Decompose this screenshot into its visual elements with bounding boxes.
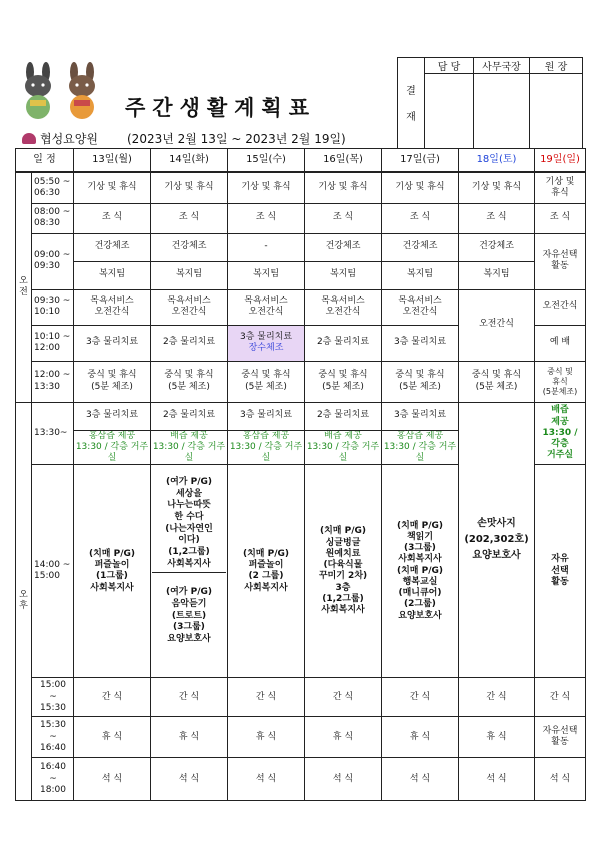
approval-role: 사무국장 xyxy=(474,58,530,74)
document-header xyxy=(0,0,600,150)
program-cell: (치매 P/G) 퍼즐놀이 (1그룹) 사회복지사 xyxy=(74,465,151,678)
activity-cell: 간 식 xyxy=(151,678,228,717)
activity-cell: 기상 및 휴식 xyxy=(535,172,586,203)
approval-sign-box[interactable] xyxy=(474,74,530,152)
activity-cell: 석 식 xyxy=(382,758,459,801)
organization xyxy=(22,130,98,147)
activity-cell: 조 식 xyxy=(382,203,459,233)
approval-sign-box[interactable] xyxy=(530,74,583,152)
activity-cell: 기상 및 휴식 xyxy=(151,172,228,203)
juice-note: 홍삼즙 제공 13:30 / 각층 거주실 xyxy=(74,430,151,465)
activity-cell: 조 식 xyxy=(74,203,151,233)
time-slot: 15:30 ~ 16:40 xyxy=(32,717,74,758)
activity-cell-sunday: 배즙 제공 13:30 / 각층 거주실 xyxy=(535,402,586,465)
activity-cell-sunday: 예 배 xyxy=(535,325,586,361)
activity-cell: 간 식 xyxy=(535,678,586,717)
activity-cell: 간 식 xyxy=(305,678,382,717)
activity-cell: 석 식 xyxy=(74,758,151,801)
activity-cell: 휴 식 xyxy=(228,717,305,758)
activity-cell: 3층 물리치료 xyxy=(382,402,459,430)
activity-cell: 목욕서비스 오전간식 xyxy=(228,289,305,325)
header-schedule: 일 정 xyxy=(16,149,74,173)
header-day: 16일(목) xyxy=(305,149,382,173)
time-slot: 16:40 ~ 18:00 xyxy=(32,758,74,801)
activity-cell-saturday: 오전간식 xyxy=(459,289,535,361)
weekly-schedule-table xyxy=(15,148,586,801)
activity-cell: 목욕서비스 오전간식 xyxy=(151,289,228,325)
time-slot: 09:30 ~ 10:10 xyxy=(32,289,74,325)
time-slot: 08:00 ~ 08:30 xyxy=(32,203,74,233)
bunny-mascot-icon xyxy=(18,62,58,120)
activity-cell: 기상 및 휴식 xyxy=(382,172,459,203)
activity-cell: 휴 식 xyxy=(382,717,459,758)
activity-cell: 3층 물리치료 xyxy=(228,402,305,430)
activity-cell: 조 식 xyxy=(228,203,305,233)
activity-cell: 중식 및 휴식 (5분 체조) xyxy=(305,361,382,402)
activity-cell: 간 식 xyxy=(228,678,305,717)
time-slot: 13:30~ xyxy=(32,402,74,465)
activity-cell: 석 식 xyxy=(459,758,535,801)
activity-cell: 중식 및 휴식 (5분 체조) xyxy=(382,361,459,402)
time-slot: 14:00 ~ 15:00 xyxy=(32,465,74,678)
activity-cell: 복지팀 xyxy=(459,261,535,289)
header-day-sunday: 19일(일) xyxy=(535,149,586,173)
activity-cell: 2층 물리치료 xyxy=(151,325,228,361)
activity-cell: 휴 식 xyxy=(151,717,228,758)
activity-cell: 복지팀 xyxy=(228,261,305,289)
activity-cell: 휴 식 xyxy=(74,717,151,758)
activity-cell-saturday: 손맛사지 (202,302호) 요양보호사 xyxy=(459,402,535,678)
activity-cell: 석 식 xyxy=(305,758,382,801)
time-slot: 10:10 ~ 12:00 xyxy=(32,325,74,361)
time-slot: 09:00 ~ 09:30 xyxy=(32,233,74,289)
approval-label: 결 재 xyxy=(398,58,425,152)
activity-cell: 조 식 xyxy=(459,203,535,233)
activity-cell: 건강체조 xyxy=(74,233,151,261)
page-title: 주간생활계획표 xyxy=(125,96,317,120)
header-day: 13일(월) xyxy=(74,149,151,173)
program-cell-sunday: 자유 선택 활동 xyxy=(535,465,586,678)
program-cell: (여가 P/G) 세상을 나누는따뜻 한 수다 (나는자연인 이다) (1,2그룹) 사회복지사 (여가 P/G) 음악듣기 (트로트) (3그룹) 요양보호사 xyxy=(151,465,228,678)
approval-role: 원 장 xyxy=(530,58,583,74)
time-slot: 12:00 ~ 13:30 xyxy=(32,361,74,402)
juice-note: 홍삼즙 제공 13:30 / 각층 거주실 xyxy=(382,430,459,465)
activity-cell: 목욕서비스 오전간식 xyxy=(305,289,382,325)
activity-cell: 3층 물리치료 xyxy=(74,402,151,430)
activity-cell: 건강체조 xyxy=(305,233,382,261)
activity-cell: 건강체조 xyxy=(382,233,459,261)
activity-cell: 기상 및 휴식 xyxy=(74,172,151,203)
time-slot: 05:50 ~ 06:30 xyxy=(32,172,74,203)
program-cell: (치매 P/G) 퍼즐놀이 (2 그룹) 사회복지사 xyxy=(228,465,305,678)
bunny-mascot-icon xyxy=(62,62,102,120)
header-day: 15일(수) xyxy=(228,149,305,173)
activity-cell: 2층 물리치료 xyxy=(151,402,228,430)
program-cell: (치매 P/G) 싱글벙글 원예치료 (다육식물 꾸미기 2차) 3층 (1,2그룹) 사회복지사 xyxy=(305,465,382,678)
activity-cell: 복지팀 xyxy=(151,261,228,289)
activity-cell-highlighted: 3층 물리치료 장수체조 xyxy=(228,325,305,361)
juice-note: 배즙 제공 13:30 / 각층 거주실 xyxy=(305,430,382,465)
activity-cell: 목욕서비스 오전간식 xyxy=(74,289,151,325)
activity-cell: 기상 및 휴식 xyxy=(228,172,305,203)
juice-note: 배즙 제공 13:30 / 각층 거주실 xyxy=(151,430,228,465)
activity-cell: 중식 및 휴식 (5분 체조) xyxy=(74,361,151,402)
activity-cell: 기상 및 휴식 xyxy=(305,172,382,203)
activity-cell: 2층 물리치료 xyxy=(305,402,382,430)
activity-cell: 휴 식 xyxy=(459,717,535,758)
activity-cell: 조 식 xyxy=(305,203,382,233)
activity-cell: 간 식 xyxy=(382,678,459,717)
activity-cell: - xyxy=(228,233,305,261)
activity-cell: 건강체조 xyxy=(151,233,228,261)
header-day-saturday: 18일(토) xyxy=(459,149,535,173)
activity-cell: 복지팀 xyxy=(74,261,151,289)
activity-cell: 석 식 xyxy=(151,758,228,801)
activity-cell: 복지팀 xyxy=(305,261,382,289)
period-morning: 오 전 xyxy=(16,172,32,402)
organization-name: 협성요양원 xyxy=(40,132,98,146)
activity-cell: 휴 식 xyxy=(305,717,382,758)
activity-cell: 3층 물리치료 xyxy=(382,325,459,361)
header-day: 17일(금) xyxy=(382,149,459,173)
activity-cell: 석 식 xyxy=(228,758,305,801)
activity-cell: 간 식 xyxy=(74,678,151,717)
activity-cell: 중식 및 휴식 (5분 체조) xyxy=(151,361,228,402)
activity-cell-sunday: 자유선택 활동 xyxy=(535,233,586,289)
activity-cell-sunday: 오전간식 xyxy=(535,289,586,325)
approval-sign-box[interactable] xyxy=(425,74,474,152)
activity-cell: 조 식 xyxy=(535,203,586,233)
program-cell: (치매 P/G) 책읽기 (3그룹) 사회복지사 (치매 P/G) 행복교실 (매니큐어) (2그룹) 요양보호사 xyxy=(382,465,459,678)
header-day: 14일(화) xyxy=(151,149,228,173)
activity-cell: 중식 및 휴식 (5분 체조) xyxy=(459,361,535,402)
organization-logo-icon xyxy=(22,133,36,144)
activity-cell: 간 식 xyxy=(459,678,535,717)
approval-role: 담 당 xyxy=(425,58,474,74)
activity-cell-sunday: 자유선택 활동 xyxy=(535,717,586,758)
time-slot: 15:00 ~ 15:30 xyxy=(32,678,74,717)
activity-cell: 2층 물리치료 xyxy=(305,325,382,361)
activity-cell: 중식 및 휴식 (5분 체조) xyxy=(228,361,305,402)
activity-cell: 조 식 xyxy=(151,203,228,233)
juice-note: 홍삼즙 제공 13:30 / 각층 거주실 xyxy=(228,430,305,465)
approval-box xyxy=(397,57,583,152)
activity-cell: 3층 물리치료 xyxy=(74,325,151,361)
header-row xyxy=(16,149,586,173)
activity-cell: 석 식 xyxy=(535,758,586,801)
activity-cell-sunday: 중식 및 휴식 (5분체조) xyxy=(535,361,586,402)
schedule-period: (2023년 2월 13일 ~ 2023년 2월 19일) xyxy=(127,132,346,146)
activity-cell: 건강체조 xyxy=(459,233,535,261)
period-afternoon: 오 후 xyxy=(16,402,32,801)
activity-cell: 복지팀 xyxy=(382,261,459,289)
activity-cell: 기상 및 휴식 xyxy=(459,172,535,203)
activity-cell: 목욕서비스 오전간식 xyxy=(382,289,459,325)
